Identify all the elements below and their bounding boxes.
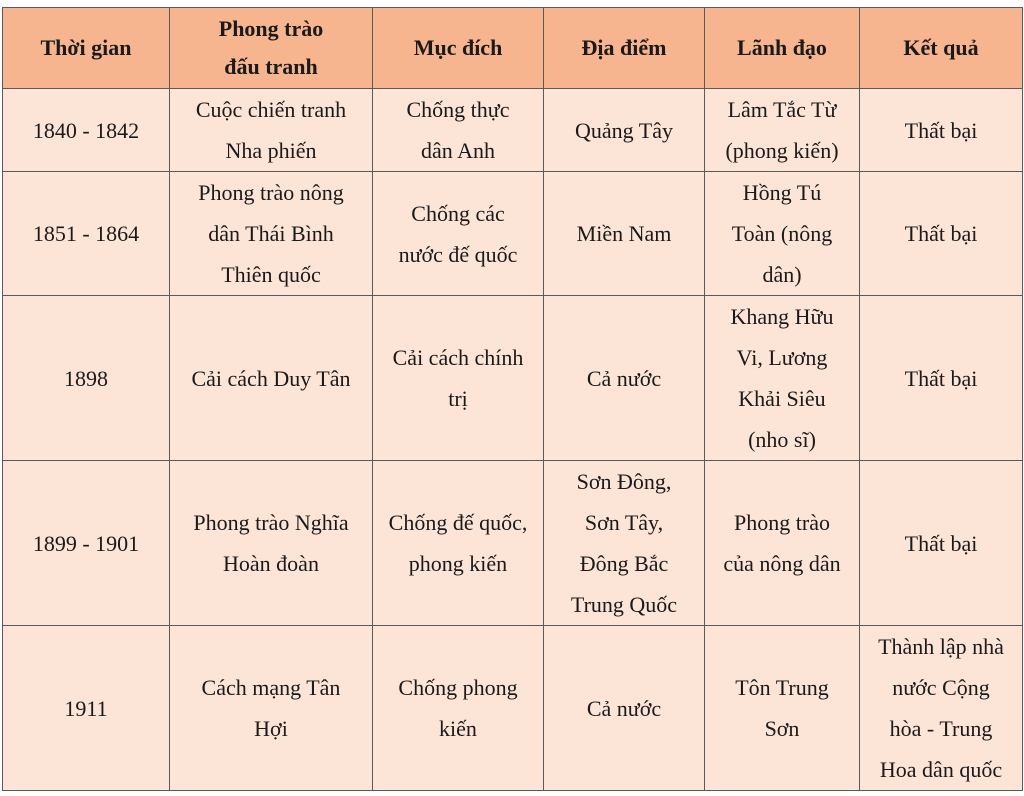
- cell-result: Thất bại: [860, 89, 1023, 172]
- table-row: [3, 296, 1023, 461]
- cell-leader: Khang Hữu Vi, Lương Khải Siêu (nho sĩ): [705, 296, 860, 461]
- history-table: [2, 7, 1023, 791]
- cell-purpose: Chống các nước đế quốc: [373, 172, 544, 296]
- header-location: Địa điểm: [544, 8, 705, 89]
- table-row: [3, 89, 1023, 172]
- cell-result: Thất bại: [860, 461, 1023, 626]
- cell-location: Cả nước: [544, 296, 705, 461]
- cell-location: Cả nước: [544, 626, 705, 791]
- cell-movement: Cải cách Duy Tân: [170, 296, 373, 461]
- cell-purpose: Chống phong kiến: [373, 626, 544, 791]
- cell-movement: Phong trào Nghĩa Hoàn đoàn: [170, 461, 373, 626]
- cell-purpose: Chống thực dân Anh: [373, 89, 544, 172]
- cell-purpose: Chống đế quốc, phong kiến: [373, 461, 544, 626]
- cell-location: Sơn Đông, Sơn Tây, Đông Bắc Trung Quốc: [544, 461, 705, 626]
- table-row: [3, 172, 1023, 296]
- header-time: Thời gian: [3, 8, 170, 89]
- cell-time: 1898: [3, 296, 170, 461]
- cell-leader: Tôn Trung Sơn: [705, 626, 860, 791]
- cell-result: Thất bại: [860, 296, 1023, 461]
- cell-result: Thất bại: [860, 172, 1023, 296]
- cell-location: Miền Nam: [544, 172, 705, 296]
- cell-result: Thành lập nhà nước Cộng hòa - Trung Hoa dân quốc: [860, 626, 1023, 791]
- cell-leader: Phong trào của nông dân: [705, 461, 860, 626]
- cell-time: 1840 - 1842: [3, 89, 170, 172]
- cell-location: Quảng Tây: [544, 89, 705, 172]
- cell-movement: Cuộc chiến tranh Nha phiến: [170, 89, 373, 172]
- cell-movement: Phong trào nông dân Thái Bình Thiên quốc: [170, 172, 373, 296]
- cell-leader: Hồng Tú Toàn (nông dân): [705, 172, 860, 296]
- header-leader: Lãnh đạo: [705, 8, 860, 89]
- header-result: Kết quả: [860, 8, 1023, 89]
- cell-movement: Cách mạng Tân Hợi: [170, 626, 373, 791]
- cell-leader: Lâm Tắc Từ (phong kiến): [705, 89, 860, 172]
- header-purpose: Mục đích: [373, 8, 544, 89]
- table-row: [3, 461, 1023, 626]
- table-row: [3, 626, 1023, 791]
- table-header-row: [3, 8, 1023, 89]
- cell-time: 1911: [3, 626, 170, 791]
- cell-time: 1851 - 1864: [3, 172, 170, 296]
- cell-time: 1899 - 1901: [3, 461, 170, 626]
- header-movement: Phong trào đấu tranh: [170, 8, 373, 89]
- cell-purpose: Cải cách chính trị: [373, 296, 544, 461]
